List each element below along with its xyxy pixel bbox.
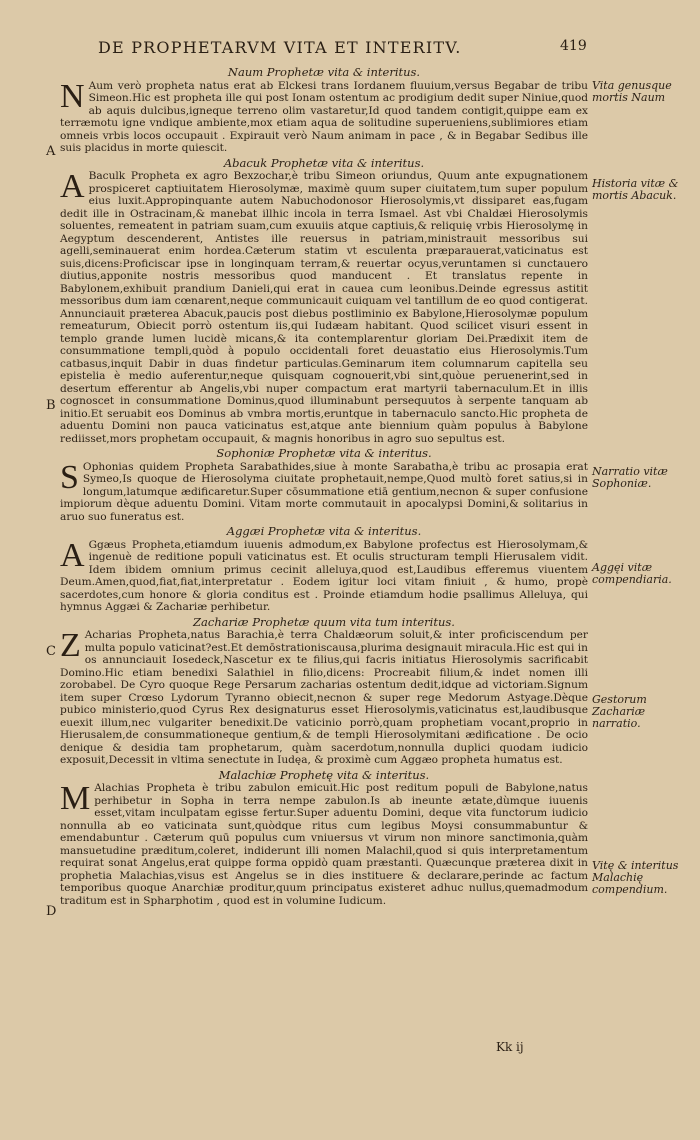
- paragraph-sophonias: [60, 458, 588, 524]
- section-title-malachias: Malachiæ Prophetę vita & interitus.: [218, 767, 430, 782]
- body-column: [60, 64, 588, 909]
- drop-cap-a: A: [60, 536, 85, 574]
- margin-letter-c: C: [46, 644, 56, 659]
- section-title-sophonias: Sophoniæ Prophetæ vita & interitus.: [216, 446, 432, 460]
- page-number: 419: [560, 38, 587, 54]
- margin-letter-b: B: [46, 398, 56, 413]
- margin-note-aggaeus: Aggęi vitæ compendiaria.: [592, 561, 672, 586]
- drop-cap-s: S: [60, 458, 79, 496]
- paragraph-text: Aum verò propheta natus erat ab Elckesi trans Iordanem fluuium,versus Begabar de tribu Simeon.Hic est propheta ille qui post Ionam ostentum ac prodigium dedit super Niniue,quod ab aquis dulcibus,igneque terreno olim vastaretur,Id quod tandem contigit,quippe eam ex terræmotu igne vndique ambiente,mox etiam aqua de solitudine superueniens,sublimiores etiam omneis vrbis locos occupauit . Expirauit verò Naum animam in pace , & in Begabar Sedibus ille suis placidus in morte quiescit.: [60, 79, 588, 154]
- margin-note-abacuk: Historia vitæ & mortis Abacuk.: [592, 177, 679, 202]
- paragraph-text: Acharias Propheta,natus Barachia,è terra Chaldæorum soluit,& inter proficiscendum per multa populo vaticinat?est.Et demōstrationiscausa,plurima designauit miracula.Hic est qui in os annunciauit Iosedeck,Nascetur ex te filius,qui facris initiatus Hierosolymis sacrificabit Domino.Hic etiam benedixi Salathiel in filio,dicens: Procreabit filium,& indet nomen illi zorobabel. De Cyro quoque Rege Persarum zacharias ostentum dedit,idque ad victoriam.Signum item super Crœso Lydorum Tyranno obiecit,necnon & super rege Medorum Astyage.Dèque pubico ministerio,quod Cyrus Rex designaturus esset Hierosolymis,vaticinatus est,laudibusque euexit illum,nec vulgariter benedixit.De vaticinio porrò,quam prophetiam vocant,proprio in Hierusalem,de consummationeque gentium,& de templi Hierosolymitani ædificatione . De ocio denique & desidia tam prophetarum, quàm sacerdotum,nonnulla duplici quodam iudicio exposuit,Decessit in vltima senectute in Iudęa, & proximè cum Aggæo propheta humatus est.: [60, 629, 588, 766]
- drop-cap-n: N: [60, 77, 85, 115]
- drop-cap-z: Z: [60, 627, 81, 664]
- paragraph-zacharias: [60, 629, 588, 767]
- margin-letter-d: D: [46, 904, 57, 919]
- drop-cap-a: A: [60, 168, 85, 205]
- paragraph-text: Ophonias quidem Propheta Sarabathides,siue à monte Sarabatha,è tribu ac prosapia erat Symeo,Is quoque de Hierosolyma ciuitate prophetauit,nempe,Quod multò foret satius,si in longum,latumque ædificaretur.Super cōsummatione etiā gentium,necnon & super confusione impiorum dèque aduentu Domini. Vitam morte commutauit in apocalypsi Domini,& solitarius in aruo suo funeratus est.: [60, 460, 588, 523]
- section-title-aggaeus: Aggæi Prophetæ vita & interitus.: [226, 524, 422, 538]
- paragraph-aggaeus: [60, 536, 588, 614]
- section-title-naum: Naum Prophetæ vita & interitus.: [227, 65, 421, 79]
- margin-letter-a: A: [46, 144, 56, 159]
- drop-cap-m: M: [60, 780, 91, 817]
- signature-mark: Kk ij: [496, 1040, 524, 1054]
- margin-note-sophonias: Narratio vitæ Sophoniæ.: [592, 465, 668, 490]
- section-title-abacuk: Abacuk Prophetæ vita & interitus.: [223, 155, 425, 170]
- paragraph-text: Alachias Propheta è tribu zabulon emicuit.Hic post reditum populi de Babylone,natus perhibetur in Sopha in terra nempe zabulon.Is ab ineunte ætate,dùmque iuuenis esset,vitam inculpatam egisse fertur.Super aduentu Domini, deque vita functorum iudicio nonnulla ab eo vaticinata sunt,quòdque ritus cum legibus Moysi consummabuntur & emendabuntur . Cæterum quū populus cum vniuersus vt virum non minore sanctimonia,quàm mansuetudine præditum,coleret, indiderunt illi nomen Malachil,quod si quis interpretamentum requirat sonat Angelus,erat quippe forma oppidò quam præstanti. Quæcunque præterea dixit in prophetia Malachias,visus est Angelus se in dies instituere & declarare,perinde ac factum temporibus quoque Anarchiæ proditur,quum principatus existeret adhuc nullus,quemadmodum traditum est in Spharphotim , quod est in volumine Iudicum.: [60, 782, 588, 907]
- running-head: DE PROPHETARVM VITA ET INTERITV.: [98, 38, 462, 57]
- paragraph-abacuk: [60, 170, 588, 445]
- paragraph-naum: [60, 77, 588, 155]
- margin-note-zacharias: Gestorum Zachariæ narratio.: [592, 693, 647, 730]
- paragraph-malachias: [60, 782, 588, 907]
- section-title-zacharias: Zachariæ Prophetæ quum vita tum interitus.: [193, 614, 455, 629]
- margin-note-naum: Vita genusque mortis Naum: [592, 79, 672, 104]
- paragraph-text: Baculk Propheta ex agro Bexzochar,è tribu Simeon oriundus, Quum ante expugnationem prospiceret captiuitatem Hierosolymæ, maximè quum super ciuitatem,tum super populum eius luxit.Appropinquante autem Nabuchodonosor Hierosolymis,vt dissiparet eas,fugam dedit ille in Ostracinam,& manebat illhic incola in terra Ismael. Ast vbi Chaldæi Hierosolymis soluentes, remeatent in patriam suam,cum exuuiis atque captiuis,& reliquię vrbis Hierosolymę in Aegyptum descenderent, Antistes ille reuersus in patriam,ministrauit messoribus sui agelli,seminauerat enim hordea.Cæterum statim vt esculenta præparauerat,vaticinatus est suis,dicens:Proficiscar ipse in longinquam terram,& reuertar ocyus,veruntamen si cunctauero diutius,apponite nostris messoribus quod manducent . Et translatus repente in Babylonem,exhibuit prandium Danieli,qui erat in cauea cum leonibus.Deinde egressus astitit messoribus dum iam cœnarent,neque communicauit cuiquam vel tantillum de eo quod contigerat. Annunciauit præterea Abacuk,paucis post diebus postliminio ex Babylone,Hierosolymæ populum remeaturum, Obiecit porrò ostentum iis,qui Iudæam habitant. Quod scilicet visuri essent in templo grande lumen lucidè micans,& ita contemplarentur gloriam Dei.Prædixit item de consummatione templi,quòd à populo occidentali foret deuastatio eius Hierosolymis.Tum catbasus,inquit Dabir in duas findetur particulas.Geminarum item columnarum capitella seu epistelia è medio auferentur,neque quisquam cognouerit,vbi sint,quòue peruenerint,sed in desertum efferentur ab Angelis,vbi nuper compactum erat martyrii tabernaculum.Et in illis cognoscet in consummatione Dominus,quod illuminabunt persequutos à serpente tanquam ab initio.Et seruabit eos Dominus ab vmbra mortis,eruntque in tabernaculo sancto.Hic propheta de aduentu Domini non pauca vaticinatus est,atque ante biennium quàm populus à Babylone rediisset,mors prophetam occupauit, & magnis honoribus in agro suo sepultus est.: [60, 170, 588, 445]
- margin-note-malachias: Vitę & interitus Malachię compendium.: [592, 859, 679, 896]
- paragraph-text: Ggæus Propheta,etiamdum iuuenis admodum,ex Babylone profectus est Hierosolymam,& ingenuè de reditione populi vaticinatus est. Et oculis structuram templi Hierusalem vidit. Idem ibidem omnium primus cecinit alleluya,quod est,Laudibus efferemus viuentem Deum.Amen,quod,fiat,fiat,interpretatur . Eodem igitur loci vitam finiuit , & humo, propè sacerdotes,cum honore & gloria conditus est . Proinde etiamdum hodie psallimus Alleluya, qui hymnus Aggæi & Zachariæ perhibetur.: [60, 538, 588, 613]
